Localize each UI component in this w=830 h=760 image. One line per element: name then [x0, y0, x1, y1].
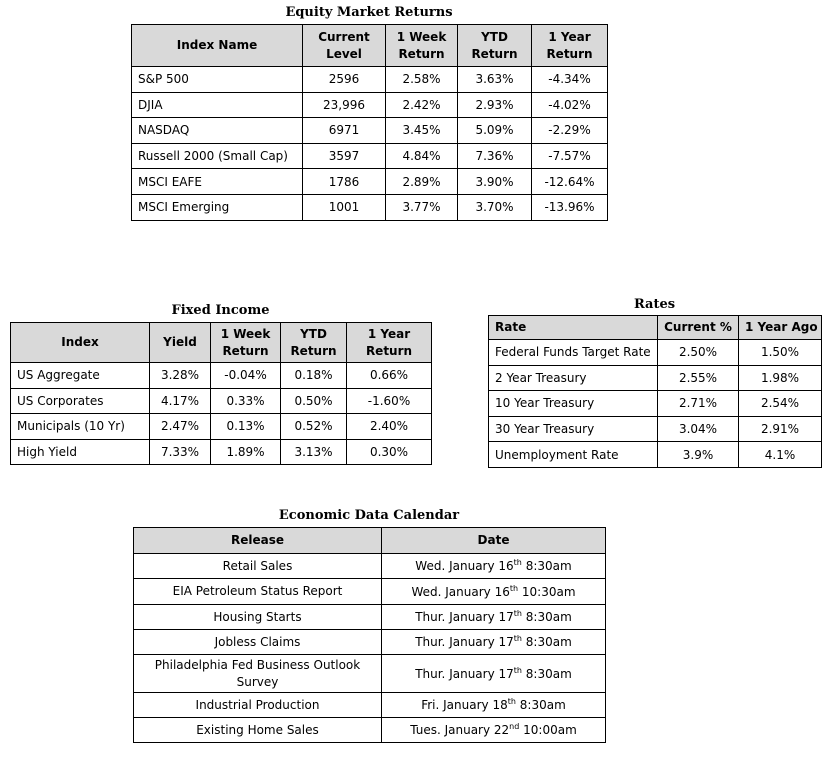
calendar-date-time: 10:30am — [518, 584, 576, 599]
equity-table-row — [132, 118, 608, 144]
fixed-header-yield: Yield — [150, 323, 211, 363]
calendar-date-time: 8:30am — [521, 666, 572, 681]
calendar-row — [134, 605, 606, 630]
fixed-income-table-row — [11, 363, 432, 389]
equity-header-index: Index Name — [132, 25, 303, 67]
fixed-header-year: 1 Year Return — [347, 323, 432, 363]
equity-table-cell: -2.29% — [532, 118, 608, 144]
fixed-income-table-cell: 0.18% — [281, 363, 347, 389]
calendar-date-cell — [382, 718, 606, 743]
fixed-header-index: Index — [11, 323, 150, 363]
equity-table-cell: 5.09% — [458, 118, 532, 144]
fixed-income-caption: Fixed Income — [171, 303, 270, 318]
equity-header-year: 1 Year Return — [532, 25, 608, 67]
fixed-income-table-cell: US Aggregate — [11, 363, 150, 389]
calendar-date-time: 8:30am — [515, 698, 566, 712]
equity-table-cell: 3.77% — [386, 194, 458, 220]
calendar-row — [134, 554, 606, 579]
equity-table-cell: NASDAQ — [132, 118, 303, 144]
fixed-income-table-cell: 7.33% — [150, 439, 211, 465]
rates-table-cell: 3.9% — [658, 442, 739, 468]
fixed-income-table-row — [11, 388, 432, 414]
calendar-date-day: Tues. January 22 — [410, 723, 510, 737]
calendar-date-day: Thur. January 17 — [415, 610, 514, 624]
calendar-date-time: 10:00am — [519, 723, 577, 737]
equity-table-row — [132, 67, 608, 93]
rates-table-cell: 3.04% — [658, 416, 739, 442]
equity-table — [131, 24, 608, 221]
calendar-release-cell: Existing Home Sales — [134, 718, 382, 743]
equity-table-cell: -4.02% — [532, 92, 608, 118]
calendar-header-date: Date — [382, 528, 606, 554]
calendar-header-release: Release — [134, 528, 382, 554]
rates-table-cell: 10 Year Treasury — [489, 391, 658, 417]
fixed-income-table-row — [11, 414, 432, 440]
calendar-date-time: 8:30am — [521, 610, 572, 624]
fixed-income-table-cell: 0.66% — [347, 363, 432, 389]
calendar-date-suffix: th — [513, 609, 522, 618]
fixed-income-table-row — [11, 439, 432, 465]
equity-table-cell: 3597 — [303, 143, 386, 169]
calendar-row — [134, 693, 606, 718]
fixed-income-table-cell: 1.89% — [211, 439, 281, 465]
equity-table-cell: 1786 — [303, 169, 386, 195]
calendar-date-suffix: th — [513, 634, 522, 643]
fixed-income-table-cell: US Corporates — [11, 388, 150, 414]
fixed-income-table-cell: 0.52% — [281, 414, 347, 440]
calendar-release-cell: EIA Petroleum Status Report — [134, 579, 382, 605]
calendar-release-cell: Jobless Claims — [134, 630, 382, 655]
calendar-table — [133, 527, 606, 743]
fixed-income-table-cell: High Yield — [11, 439, 150, 465]
calendar-date-day: Wed. January 16 — [415, 559, 514, 573]
rates-table-cell: 2.71% — [658, 391, 739, 417]
equity-table-cell: 2.58% — [386, 67, 458, 93]
rates-header-year-ago: 1 Year Ago — [739, 316, 822, 340]
rates-table — [488, 315, 822, 468]
equity-table-cell: 3.45% — [386, 118, 458, 144]
equity-table-cell: -13.96% — [532, 194, 608, 220]
calendar-date-suffix: nd — [509, 722, 520, 731]
rates-table-cell: 2.91% — [739, 416, 822, 442]
equity-table-cell: 3.63% — [458, 67, 532, 93]
fixed-income-table-cell: Municipals (10 Yr) — [11, 414, 150, 440]
equity-table-cell: S&P 500 — [132, 67, 303, 93]
rates-table-cell: 2.54% — [739, 391, 822, 417]
calendar-date-day: Thur. January 17 — [415, 666, 514, 681]
fixed-income-table-cell: 3.28% — [150, 363, 211, 389]
fixed-income-table-cell: 3.13% — [281, 439, 347, 465]
fixed-header-week: 1 Week Return — [211, 323, 281, 363]
equity-table-cell: 3.90% — [458, 169, 532, 195]
equity-table-cell: -7.57% — [532, 143, 608, 169]
calendar-date-day: Fri. January 18 — [421, 698, 508, 712]
rates-table-row — [489, 365, 822, 391]
rates-table-cell: 2.55% — [658, 365, 739, 391]
calendar-date-cell — [382, 693, 606, 718]
calendar-date-suffix: th — [513, 558, 522, 567]
equity-table-cell: MSCI EAFE — [132, 169, 303, 195]
calendar-date-cell — [382, 630, 606, 655]
rates-table-cell: 2 Year Treasury — [489, 365, 658, 391]
equity-table-cell: 3.70% — [458, 194, 532, 220]
fixed-header-ytd: YTD Return — [281, 323, 347, 363]
calendar-row — [134, 579, 606, 605]
rates-table-cell: 1.98% — [739, 365, 822, 391]
equity-table-cell: 4.84% — [386, 143, 458, 169]
calendar-release-cell: Housing Starts — [134, 605, 382, 630]
fixed-income-table-cell: -1.60% — [347, 388, 432, 414]
calendar-date-time: 8:30am — [521, 559, 572, 573]
equity-table-cell: MSCI Emerging — [132, 194, 303, 220]
calendar-date-time: 8:30am — [521, 635, 572, 649]
equity-table-cell: 7.36% — [458, 143, 532, 169]
equity-header-level: Current Level — [303, 25, 386, 67]
calendar-date-cell — [382, 579, 606, 605]
rates-header-current: Current % — [658, 316, 739, 340]
rates-table-cell: 4.1% — [739, 442, 822, 468]
fixed-income-table-cell: 0.30% — [347, 439, 432, 465]
calendar-date-day: Thur. January 17 — [415, 635, 514, 649]
equity-table-cell: 23,996 — [303, 92, 386, 118]
calendar-date-cell — [382, 605, 606, 630]
calendar-date-cell — [382, 554, 606, 579]
calendar-date-suffix: th — [513, 665, 522, 675]
rates-table-row — [489, 442, 822, 468]
fixed-income-table-cell: -0.04% — [211, 363, 281, 389]
equity-table-row — [132, 169, 608, 195]
fixed-income-table-cell: 2.47% — [150, 414, 211, 440]
fixed-income-table-cell: 0.33% — [211, 388, 281, 414]
equity-table-cell: Russell 2000 (Small Cap) — [132, 143, 303, 169]
calendar-caption: Economic Data Calendar — [278, 508, 460, 523]
equity-header-ytd: YTD Return — [458, 25, 532, 67]
equity-table-cell: 6971 — [303, 118, 386, 144]
rates-caption: Rates — [633, 297, 676, 312]
calendar-release-cell: Philadelphia Fed Business Outlook Survey — [134, 655, 382, 693]
rates-table-row — [489, 391, 822, 417]
equity-table-cell: 1001 — [303, 194, 386, 220]
calendar-date-suffix: th — [509, 583, 519, 593]
fixed-income-table-cell: 0.13% — [211, 414, 281, 440]
calendar-date-day: Wed. January 16 — [411, 584, 510, 599]
calendar-row — [134, 655, 606, 693]
calendar-row — [134, 630, 606, 655]
equity-table-cell: -12.64% — [532, 169, 608, 195]
equity-table-cell: 2.89% — [386, 169, 458, 195]
equity-table-cell: DJIA — [132, 92, 303, 118]
equity-header-week: 1 Week Return — [386, 25, 458, 67]
fixed-income-table — [10, 322, 432, 465]
rates-header-rate: Rate — [489, 316, 658, 340]
equity-table-cell: 2.93% — [458, 92, 532, 118]
rates-table-cell: Federal Funds Target Rate — [489, 340, 658, 366]
fixed-income-table-cell: 0.50% — [281, 388, 347, 414]
rates-table-cell: Unemployment Rate — [489, 442, 658, 468]
equity-table-cell: 2.42% — [386, 92, 458, 118]
calendar-date-cell — [382, 655, 606, 693]
calendar-release-cell: Retail Sales — [134, 554, 382, 579]
equity-table-row — [132, 92, 608, 118]
equity-table-cell: 2596 — [303, 67, 386, 93]
equity-caption: Equity Market Returns — [285, 5, 453, 20]
rates-table-cell: 30 Year Treasury — [489, 416, 658, 442]
rates-table-row — [489, 416, 822, 442]
fixed-income-table-cell: 2.40% — [347, 414, 432, 440]
rates-table-cell: 2.50% — [658, 340, 739, 366]
calendar-date-suffix: th — [507, 697, 516, 706]
calendar-release-cell: Industrial Production — [134, 693, 382, 718]
equity-table-cell: -4.34% — [532, 67, 608, 93]
rates-table-cell: 1.50% — [739, 340, 822, 366]
fixed-income-table-cell: 4.17% — [150, 388, 211, 414]
calendar-row — [134, 718, 606, 743]
equity-table-row — [132, 194, 608, 220]
rates-table-row — [489, 340, 822, 366]
equity-table-row — [132, 143, 608, 169]
